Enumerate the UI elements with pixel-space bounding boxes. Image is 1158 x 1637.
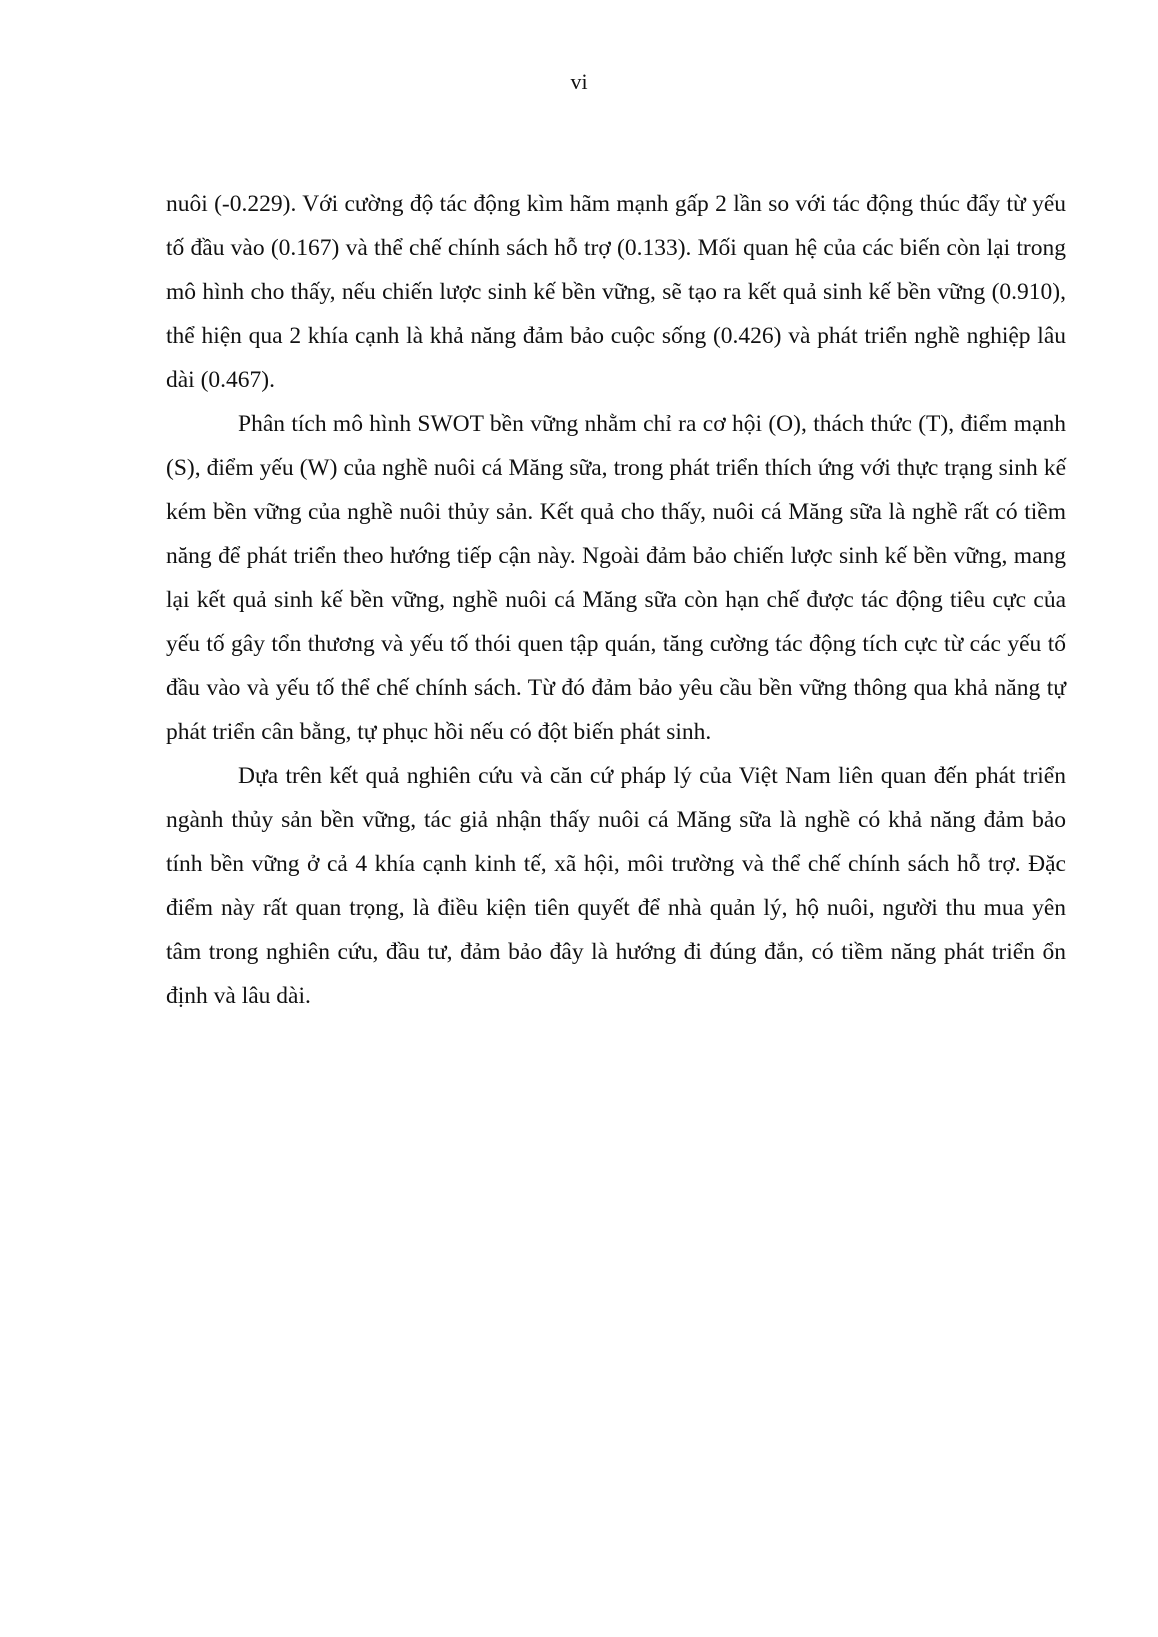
paragraph-continued: nuôi (-0.229). Với cường độ tác động kìm hãm mạnh gấp 2 lần so với tác động thúc đẩy từ yếu tố đầu vào (0.167) và thể chế chính sách hỗ trợ (0.133). Mối quan hệ của các biến còn lại trong mô hình cho thấy, nếu chiến lược sinh kế bền vững, sẽ tạo ra kết quả sinh kế bền vững (0.910), thể hiện qua 2 khía cạnh là khả năng đảm bảo cuộc sống (0.426) và phát triển nghề nghiệp lâu dài (0.467). xyxy=(166,191,1066,393)
paragraph-conclusion: Dựa trên kết quả nghiên cứu và căn cứ pháp lý của Việt Nam liên quan đến phát triển ngành thủy sản bền vững, tác giả nhận thấy nuôi cá Măng sữa là nghề có khả năng đảm bảo tính bền vững ở cả 4 khía cạnh kinh tế, xã hội, môi trường và thể chế chính sách hỗ trợ. Đặc điểm này rất quan trọng, là điều kiện tiên quyết để nhà quản lý, hộ nuôi, người thu mua yên tâm trong nghiên cứu, đầu tư, đảm bảo đây là hướng đi đúng đắn, có tiềm năng phát triển ổn định và lâu dài. xyxy=(166,763,1066,1009)
paragraph-swot-analysis: Phân tích mô hình SWOT bền vững nhằm chỉ ra cơ hội (O), thách thức (T), điểm mạnh (S), điểm yếu (W) của nghề nuôi cá Măng sữa, trong phát triển thích ứng với thực trạng sinh kế kém bền vững của nghề nuôi thủy sản. Kết quả cho thấy, nuôi cá Măng sữa là nghề rất có tiềm năng để phát triển theo hướng tiếp cận này. Ngoài đảm bảo chiến lược sinh kế bền vững, mang lại kết quả sinh kế bền vững, nghề nuôi cá Măng sữa còn hạn chế được tác động tiêu cực của yếu tố gây tổn thương và yếu tố thói quen tập quán, tăng cường tác động tích cực từ các yếu tố đầu vào và yếu tố thể chế chính sách. Từ đó đảm bảo yêu cầu bền vững thông qua khả năng tự phát triển cân bằng, tự phục hồi nếu có đột biến phát sinh. xyxy=(166,411,1066,745)
page-number: vi xyxy=(570,69,588,94)
document-body xyxy=(166,182,1066,1018)
